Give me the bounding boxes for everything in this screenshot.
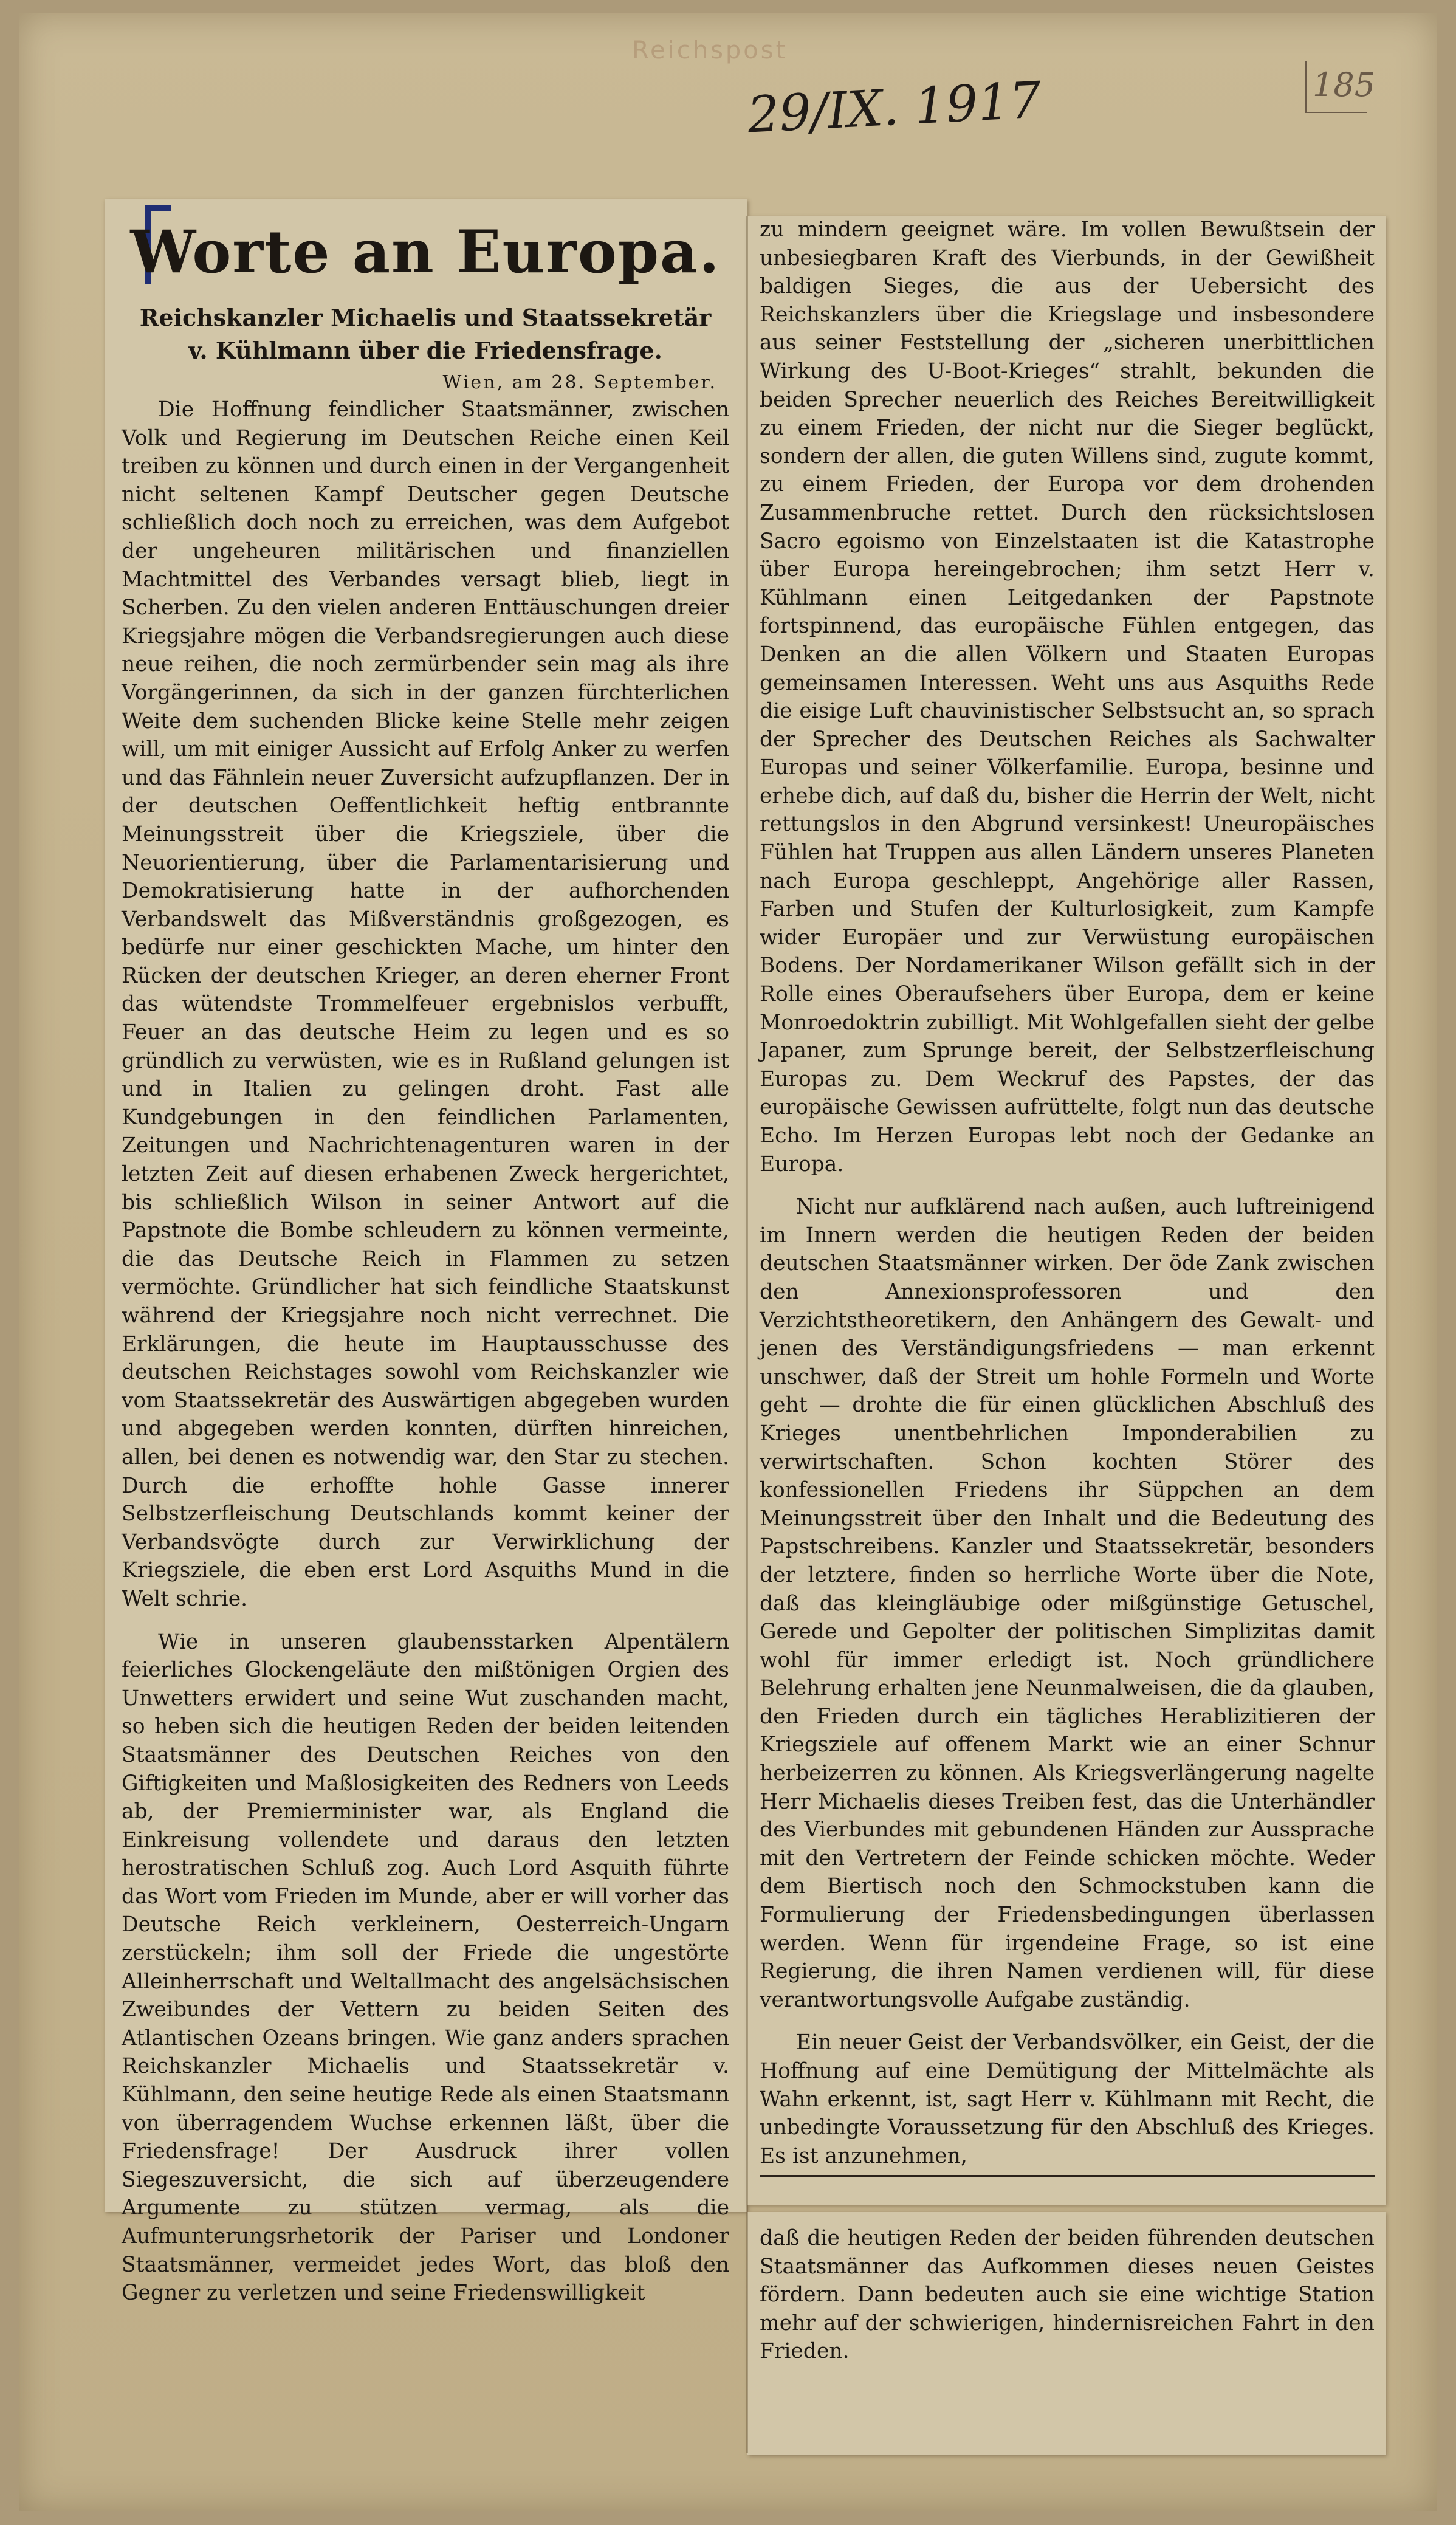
article-paragraph: Nicht nur aufklärend nach außen, auch luftreinigend im Innern werden die heutigen Reden der beiden deutschen Staatsmänner wirken. Der öde Zank zwischen den Annexionsprofessoren und den Verzichtstheoretikern, den Anhängern des Gewalt- und jenen des Verständigungsfriedens — man erkennt unschwer, daß der Streit um hohle Formeln und Worte geht — drohte die für einen glücklichen Abschluß des Krieges unentbehrlichen Imponderabilien zu verwirtschaften. Schon kochten Störer des konfessionellen Friedens ihr Süppchen an dem Meinungsstreit über den Inhalt und die Bedeutung des Papstschreibens. Kanzler und Staatssekretär, besonders der letztere, finden so herrliche Worte über die Note, daß das kleingläubige oder mißgünstige Getuschel, Gerede und Gepolter der politischen Simplizitas damit wohl für immer erledigt ist. Noch gründlichere Belehrung erhalten jene Neunmalweisen, die da glauben, den Frieden durch ein tägliches Herablizitieren der Kriegsziele auf offenem Markt wie an einer Schnur herbeizerren zu können. Als Kriegsverlängerung nagelte Herr Michaelis dieses Treiben fest, das die Unterhändler des Vierbundes mit gebundenen Händen zur Aussprache mit den Vertretern der Feinde schicken möchte. Weder dem Biertisch noch den Schmockstuben kann die Formulierung der Friedensbedingungen überlassen werden. Wenn für irgendeine Frage, so ist eine Regierung, die ihren Namen verdienen will, für diese verantwortungsvolle Aufgabe zuständig. <box>760 1195 1375 2012</box>
handwritten-date: 29/IX. 1917 <box>746 71 1043 145</box>
article-right-column <box>760 216 1375 2204</box>
article-headline: Worte an Europa. <box>130 218 721 286</box>
article-continuation <box>760 2224 1375 2443</box>
article-subheadline: Reichskanzler Michaelis und Staatssekretär v. Kühlmann über die Friedensfrage. <box>139 304 712 364</box>
article-paragraph: zu mindern geeignet wäre. Im vollen Bewußtsein der unbesiegbaren Kraft des Vierbunds, in der Gewißheit baldigen Sieges, die aus der Uebersicht des Reichskanzlers über die Kriegslage und insbesondere aus seiner Feststellung der „sicheren unerbittlichen Wirkung des U-Boot-Krieges“ strahlt, bekunden die beiden Sprecher neuerlich des Reiches Bereitwilligkeit zu einem Frieden, der nicht nur die Sieger beglückt, sondern der allen, die guten Willens sind, zugute kommt, zu einem Frieden, der Europa vor dem drohenden Zusammenbruche rettet. Durch den rücksichtslosen Sacro egoismo von Einzelstaaten ist die Katastrophe über Europa hereingebrochen; ihm setzt Herr v. Kühlmann einen Leitgedanken der Papstnote fortspinnend, das europäische Fühlen entgegen, das Denken an die allen Völkern und Staaten Europas gemeinsamen Interessen. Weht uns aus Asquiths Rede die eisige Luft chauvinistischer Selbstsucht an, so sprach der Sprecher des Deutschen Reiches als Sachwalter Europas und seiner Völkerfamilie. Europa, besinne und erhebe dich, auf daß du, bisher die Herrin der Welt, nicht rettungslos in den Abgrund versinkest! Uneuropäisches Fühlen hat Truppen aus allen Ländern unseres Planeten nach Europa geschleppt, Angehörige aller Rassen, Farben und Stufen der Kulturlosigkeit, zum Kampfe wider Europäer und zur Verwüstung europäischen Bodens. Der Nordamerikaner Wilson gefällt sich in der Rolle eines Oberaufsehers über Europa, dem er keine Monroedoktrin zubilligt. Mit Wohlgefallen sieht der gelbe Japaner, zum Sprunge bereit, der Selbstzerfleischung Europas zu. Dem Weckruf des Papstes, der das europäische Gewissen aufrüttelte, folgt nun das deutsche Echo. Im Herzen Europas lebt noch der Gedanke an Europa. <box>760 218 1375 1177</box>
article-paragraph: daß die heutigen Reden der beiden führenden deutschen Staatsmänner das Aufkommen dieses neuen Geistes fördern. Dann bedeuten auch sie eine wichtige Station mehr auf der schwierigen, hindernisreichen Fahrt in den Frieden. <box>760 2226 1375 2364</box>
column-rule <box>746 216 748 2453</box>
article-paragraph: Ein neuer Geist der Verbandsvölker, ein Geist, der die Hoffnung auf eine Demütigung der Mittelmächte als Wahn erkennt, ist, sagt Herr v. Kühlmann mit Recht, die unbedingte Voraussetzung für den Abschluß des Krieges. Es ist anzunehmen, <box>760 2030 1375 2168</box>
article-dateline: Wien, am 28. September. <box>442 372 717 393</box>
article-paragraph: Wie in unseren glaubensstarken Alpentälern feierliches Glockengeläute den mißtönigen Orgien des Unwetters erwidert und seine Wut zuschanden macht, so heben sich die heutigen Reden der beiden leitenden Staatsmänner des Deutschen Reiches von den Giftigkeiten und Maßlosigkeiten des Redners von Leeds ab, der Premierminister war, als England die Einkreisung vollendete und daraus den letzten herostratischen Schluß zog. Auch Lord Asquith führte das Wort vom Frieden im Munde, aber er will vorher das Deutsche Reich verkleinern, Oesterreich-Ungarn zerstückeln; ihm soll der Friede die ungestörte Alleinherrschaft und Weltallmacht des angelsächsischen Zweibundes der Vettern zu beiden Seiten des Atlantischen Ozeans bringen. Wie ganz anders sprachen Reichskanzler Michaelis und Staatssekretär v. Kühlmann, den seine heutige Rede als einen Staatsmann von überragendem Wuchse erkennen läßt, über die Friedensfrage! Der Ausdruck ihrer vollen Siegeszuversicht, die sich auf überzeugendere Argumente zu stützen vermag, als die Aufmunterungsrhetorik der Pariser und Londoner Staatsmänner, vermeidet jedes Wort, das bloß den Gegner zu verletzen und seine Friedenswilligkeit <box>122 1629 729 2306</box>
clipping-cut-line <box>760 2175 1375 2177</box>
article-paragraph: Die Hoffnung feindlicher Staatsmänner, zwischen Volk und Regierung im Deutschen Reiche einen Keil treiben zu können und durch einen in der Vergangenheit nicht seltenen Kampf Deutscher gegen Deutsche schließlich doch noch zu erreichen, was dem Aufgebot der ungeheuren militärischen und finanziellen Machtmittel des Verbandes versagt blieb, liegt in Scherben. Zu den vielen anderen Enttäuschungen dreier Kriegsjahre mögen die Verbandsregierungen auch diese neue reihen, die noch zermürbender sein mag als ihre Vorgängerinnen, da sich in der ganzen fürchterlichen Weite dem suchenden Blicke keine Stelle mehr zeigen will, um mit einiger Aussicht auf Erfolg Anker zu werfen und das Fähnlein neuer Zuversicht aufzupflanzen. Der in der deutschen Oeffentlichkeit heftig entbrannte Meinungsstreit über die Kriegsziele, über die Neuorientierung, über die Parlamentarisierung und Demokratisierung hatte in der aufhorchenden Verbandswelt das Mißverständnis großgezogen, es bedürfe nur einer geschickten Mache, um hinter den Rücken der deutschen Krieger, an deren eherner Front das wütendste Trommelfeuer ergebnislos verbufft, Feuer an das deutsche Heim zu legen und es so gründlich zu verwüsten, wie es in Rußland gelungen ist und in Italien zu gelingen droht. Fast alle Kundgebungen in den feindlichen Parlamenten, Zeitungen und Nachrichtenagenturen waren in der letzten Zeit auf diesen erhabenen Zweck hergerichtet, bis schließlich Wilson in seiner Antwort auf die Papstnote die Bombe schleudern zu können vermeinte, die das Deutsche Reich in Flammen zu setzen vermöchte. Gründlicher hat sich feindliche Staatskunst während der Kriegsjahre noch nicht verrechnet. Die Erklärungen, die heute im Hauptausschusse des deutschen Reichstages sowohl vom Reichskanzler wie vom Staatssekretär des Auswärtigen abgegeben wurden und abgegeben werden konnten, dürften hinreichen, allen, bei denen es notwendig war, den Star zu stechen. Durch die erhoffte hohle Gasse innerer Selbstzerfleischung Deutschlands kommt keiner der Verbandsvögte durch zur Verwirklichung der Kriegsziele, die eben erst Lord Asquiths Mund in die Welt schrie. <box>122 397 729 1611</box>
article-left-column <box>122 207 729 2306</box>
archive-stamp: Reichspost <box>632 36 788 64</box>
page-number: 185 <box>1313 66 1376 104</box>
